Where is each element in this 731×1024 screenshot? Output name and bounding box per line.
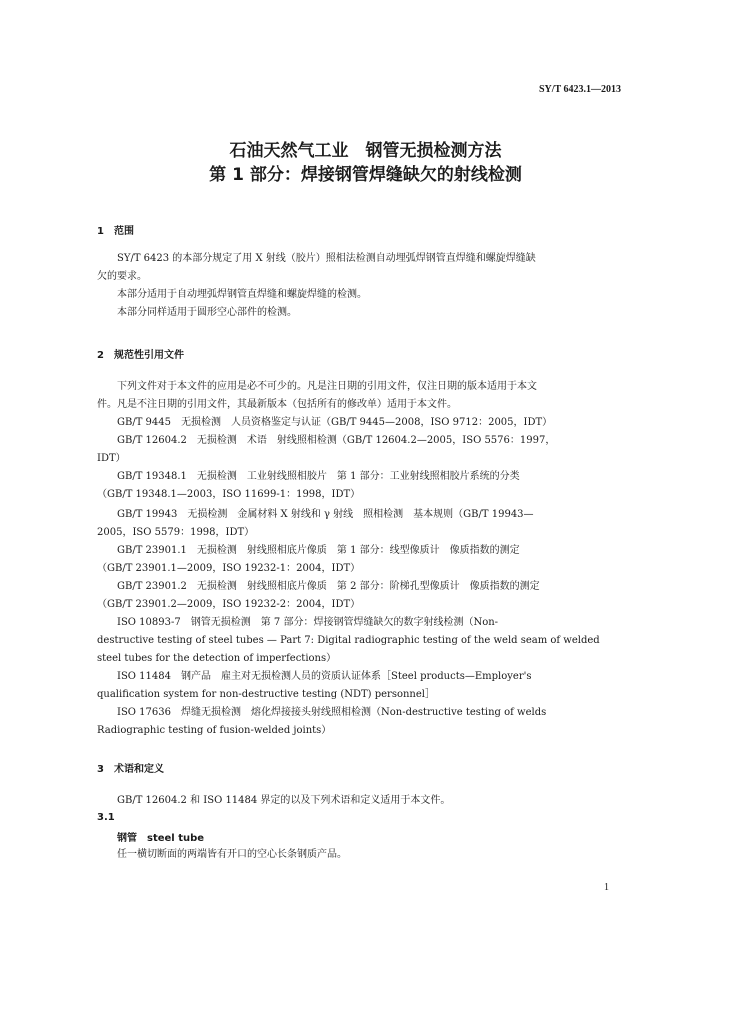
section-2-heading: 2 规范性引用文件 xyxy=(97,350,184,361)
ref-iso-10893-7a: ISO 10893-7 钢管无损检测 第 7 部分：焊接钢管焊缝缺欠的数字射线检测（Non- xyxy=(117,617,499,628)
s2-intro-b: 件。凡是不注日期的引用文件，其最新版本（包括所有的修改单）适用于本文件。 xyxy=(97,399,457,410)
section-3-heading: 3 术语和定义 xyxy=(97,764,164,775)
term-number: 3.1 xyxy=(97,812,115,823)
ref-gbt-12604-2a: GB/T 12604.2 无损检测 术语 射线照相检测（GB/T 12604.2—2005，ISO 5576：1997， xyxy=(117,435,556,446)
ref-iso-10893-7b: destructive testing of steel tubes — Part 7: Digital radiographic testing of the weld seam of welded xyxy=(97,635,600,646)
ref-iso-10893-7c: steel tubes for the detection of imperfections） xyxy=(97,653,337,664)
ref-gbt-12604-2b: IDT） xyxy=(97,453,126,464)
ref-gbt-19348-1b: （GB/T 19348.1—2003，ISO 11699-1：1998，IDT） xyxy=(97,489,361,500)
s2-intro-a: 下列文件对于本文件的应用是必不可少的。凡是注日期的引用文件，仅注日期的版本适用于本文 xyxy=(117,381,537,392)
ref-gbt-23901-2b: （GB/T 23901.2—2009，ISO 19232-2：2004，IDT） xyxy=(97,599,361,610)
section-1-heading: 1 范围 xyxy=(97,226,134,237)
ref-gbt-23901-1b: （GB/T 23901.1—2009，ISO 19232-1：2004，IDT） xyxy=(97,563,361,574)
s3-intro: GB/T 12604.2 和 ISO 11484 界定的以及下列术语和定义适用于本文件。 xyxy=(117,795,451,806)
ref-gbt-23901-2a: GB/T 23901.2 无损检测 射线照相底片像质 第 2 部分：阶梯孔型像质计 像质指数的测定 xyxy=(117,581,540,592)
ref-gbt-23901-1a: GB/T 23901.1 无损检测 射线照相底片像质 第 1 部分：线型像质计 像质指数的测定 xyxy=(117,545,520,556)
ref-iso-17636b: Radiographic testing of fusion-welded joints） xyxy=(97,725,332,736)
ref-iso-11484a: ISO 11484 钢产品 雇主对无损检测人员的资质认证体系［Steel products—Employer's xyxy=(117,671,532,682)
term-definition: 任一横切断面的两端皆有开口的空心长条钢质产品。 xyxy=(117,849,347,860)
ref-gbt-9445: GB/T 9445 无损检测 人员资格鉴定与认证（GB/T 9445—2008，ISO 9712：2005，IDT） xyxy=(117,417,553,428)
s1-para-2: 本部分适用于自动埋弧焊钢管直焊缝和螺旋焊缝的检测。 xyxy=(117,289,367,300)
title-line-2: 第 1 部分：焊接钢管焊缝缺欠的射线检测 xyxy=(209,165,522,185)
s1-para-3: 本部分同样适用于圆形空心部件的检测。 xyxy=(117,307,297,318)
ref-gbt-19348-1a: GB/T 19348.1 无损检测 工业射线照相胶片 第 1 部分：工业射线照相胶片系统的分类 xyxy=(117,471,520,482)
title-line-1: 石油天然气工业 钢管无损检测方法 xyxy=(229,141,502,161)
s1-para-1b: 欠的要求。 xyxy=(97,271,147,282)
term-heading: 钢管 steel tube xyxy=(117,833,205,844)
standard-code: SY/T 6423.1—2013 xyxy=(538,84,621,95)
page-number: 1 xyxy=(604,882,609,893)
s1-para-1a: SY/T 6423 的本部分规定了用 X 射线（胶片）照相法检测自动埋弧焊钢管直焊缝和螺旋焊缝缺 xyxy=(117,253,536,264)
ref-iso-11484b: qualification system for non-destructive testing (NDT) personnel］ xyxy=(97,689,435,700)
ref-gbt-19943b: 2005，ISO 5579：1998，IDT） xyxy=(97,527,255,538)
ref-gbt-19943a: GB/T 19943 无损检测 金属材料 X 射线和 γ 射线 照相检测 基本规则（GB/T 19943— xyxy=(117,509,534,520)
ref-iso-17636a: ISO 17636 焊缝无损检测 熔化焊接接头射线照相检测（Non-destructive testing of welds xyxy=(117,707,547,718)
